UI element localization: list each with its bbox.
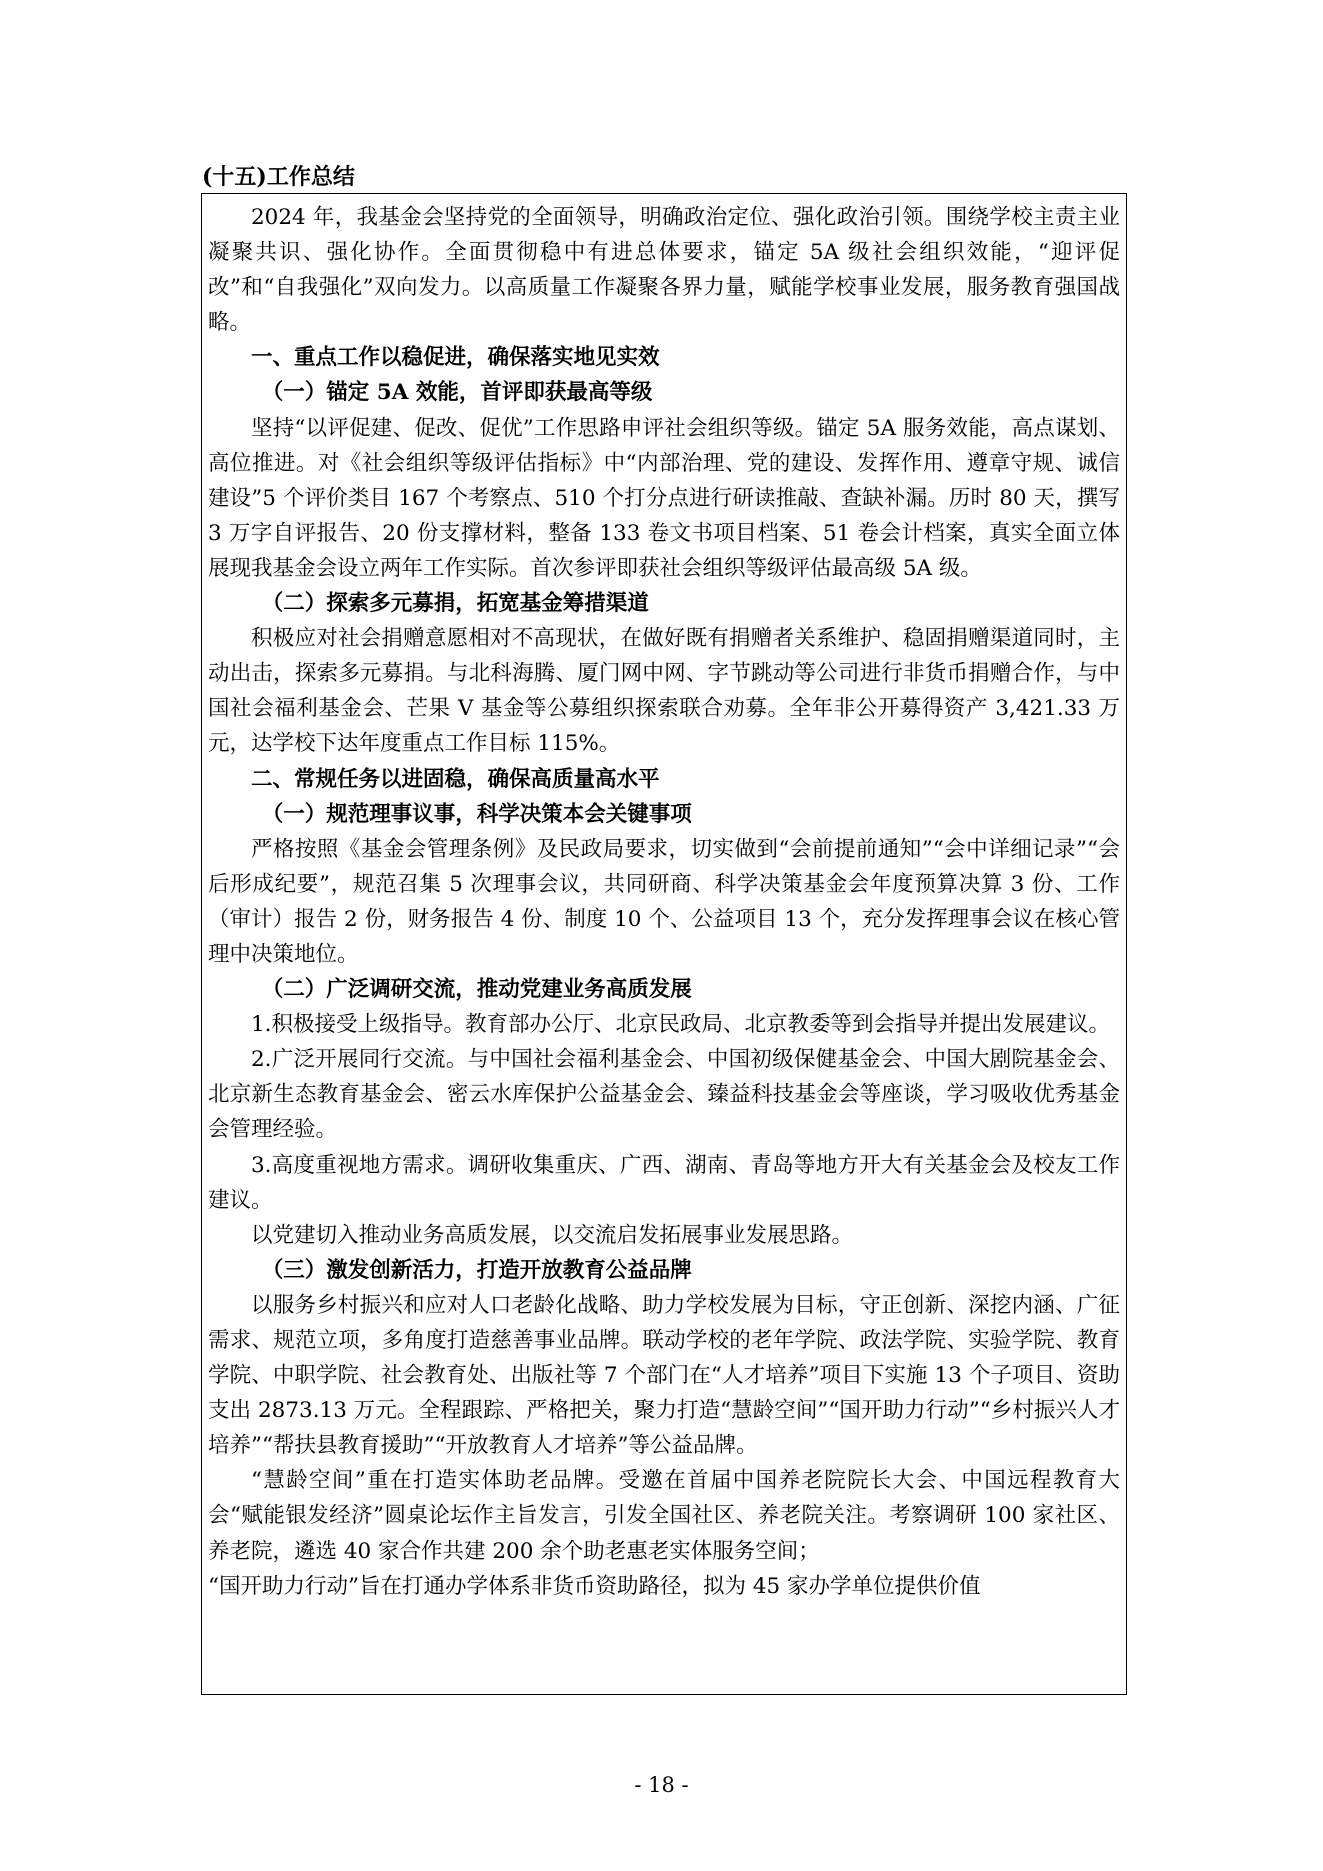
paragraph-huiling-space: “慧龄空间”重在打造实体助老品牌。受邀在首届中国养老院院长大会、中国远程教育大会“赋能银发经济”圆桌论坛作主旨发言，引发全国社区、养老院关注。考察调研 100 家社区、养老院，遴选 40 家合作共建 200 余个助老惠老实体服务空间； [208, 1468, 1120, 1564]
paragraph-guidance: 1.积极接受上级指导。教育部办公厅、北京民政局、北京教委等到会指导并提出发展建议。 [251, 1012, 1111, 1038]
heading-routine-tasks: 二、常规任务以进固稳，确保高质量高水平 [251, 766, 660, 792]
subheading-fundraising: （二）探索多元募捐，拓宽基金筹措渠道 [261, 591, 649, 617]
paragraph-guokai-action: “国开助力行动”旨在打通办学体系非货币资助路径，拟为 45 家办学单位提供价值 [208, 1573, 981, 1599]
paragraph-party-building: 以党建切入推动业务高质发展，以交流启发拓展事业发展思路。 [251, 1222, 854, 1248]
summary-content-box [201, 193, 1127, 1695]
paragraph-peer-exchange: 2.广泛开展同行交流。与中国社会福利基金会、中国初级保健基金会、中国大剧院基金会、北京新生态教育基金会、密云水库保护公益基金会、臻益科技基金会等座谈，学习吸收优秀基金会管理经验。 [208, 1047, 1120, 1143]
subheading-council: （一）规范理事议事，科学决策本会关键事项 [261, 801, 692, 827]
paragraph-fundraising: 积极应对社会捐赠意愿相对不高现状，在做好既有捐赠者关系维护、稳固捐赠渠道同时，主动出击，探索多元募捐。与北科海腾、厦门网中网、字节跳动等公司进行非货币捐赠合作，与中国社会福利基金会、芒果 V 基金等公募组织探索联合劝募。全年非公开募得资产 3,421.33 万元，达学校下达年度重点工作目标 115%。 [208, 626, 1120, 757]
subheading-5a-rating: （一）锚定 5A 效能，首评即获最高等级 [261, 380, 653, 406]
subheading-public-welfare-brand: （三）激发创新活力，打造开放教育公益品牌 [261, 1257, 692, 1283]
paragraph-5a-rating: 坚持“以评促建、促改、促优”工作思路申评社会组织等级。锚定 5A 服务效能，高点谋划、高位推进。对《社会组织等级评估指标》中“内部治理、党的建设、发挥作用、遵章守规、诚信建设”5 个评价类目 167 个考察点、510 个打分点进行研读推敲、查缺补漏。历时 80 天，撰写 3 万字自评报告、20 份支撑材料，整备 133 卷文书项目档案、51 卷会计档案，真实全面立体展现我基金会设立两年工作实际。首次参评即获社会组织等级评估最高级 5A 级。 [208, 415, 1120, 581]
section-heading: (十五)工作总结 [202, 164, 355, 190]
page-number: - 18 - [634, 1773, 689, 1797]
paragraph-public-welfare-brand: 以服务乡村振兴和应对人口老龄化战略、助力学校发展为目标，守正创新、深挖内涵、广征需求、规范立项，多角度打造慈善事业品牌。联动学校的老年学院、政法学院、实验学院、教育学院、中职学院、社会教育处、出版社等 7 个部门在“人才培养”项目下实施 13 个子项目、资助支出 2873.13 万元。全程跟踪、严格把关，聚力打造“慧龄空间”“国开助力行动”“乡村振兴人才培养”“帮扶县教育援助”“开放教育人才培养”等公益品牌。 [208, 1292, 1120, 1459]
paragraph-council: 严格按照《基金会管理条例》及民政局要求，切实做到“会前提前通知”“会中详细记录”“会后形成纪要”，规范召集 5 次理事会议，共同研商、科学决策基金会年度预算决算 3 份、工作（审计）报告 2 份，财务报告 4 份、制度 10 个、公益项目 13 个，充分发挥理事会议在核心管理中决策地位。 [208, 836, 1120, 967]
paragraph-intro: 2024 年，我基金会坚持党的全面领导，明确政治定位、强化政治引领。围绕学校主责主业凝聚共识、强化协作。全面贯彻稳中有进总体要求，锚定 5A 级社会组织效能，“迎评促改”和“自我强化”双向发力。以高质量工作凝聚各界力量，赋能学校事业发展，服务教育强国战略。 [208, 205, 1120, 336]
subheading-research-exchange: （二）广泛调研交流，推动党建业务高质发展 [261, 977, 692, 1003]
heading-key-work: 一、重点工作以稳促进，确保落实地见实效 [251, 345, 660, 371]
paragraph-local-needs: 3.高度重视地方需求。调研收集重庆、广西、湖南、青岛等地方开大有关基金会及校友工作建议。 [208, 1152, 1120, 1213]
